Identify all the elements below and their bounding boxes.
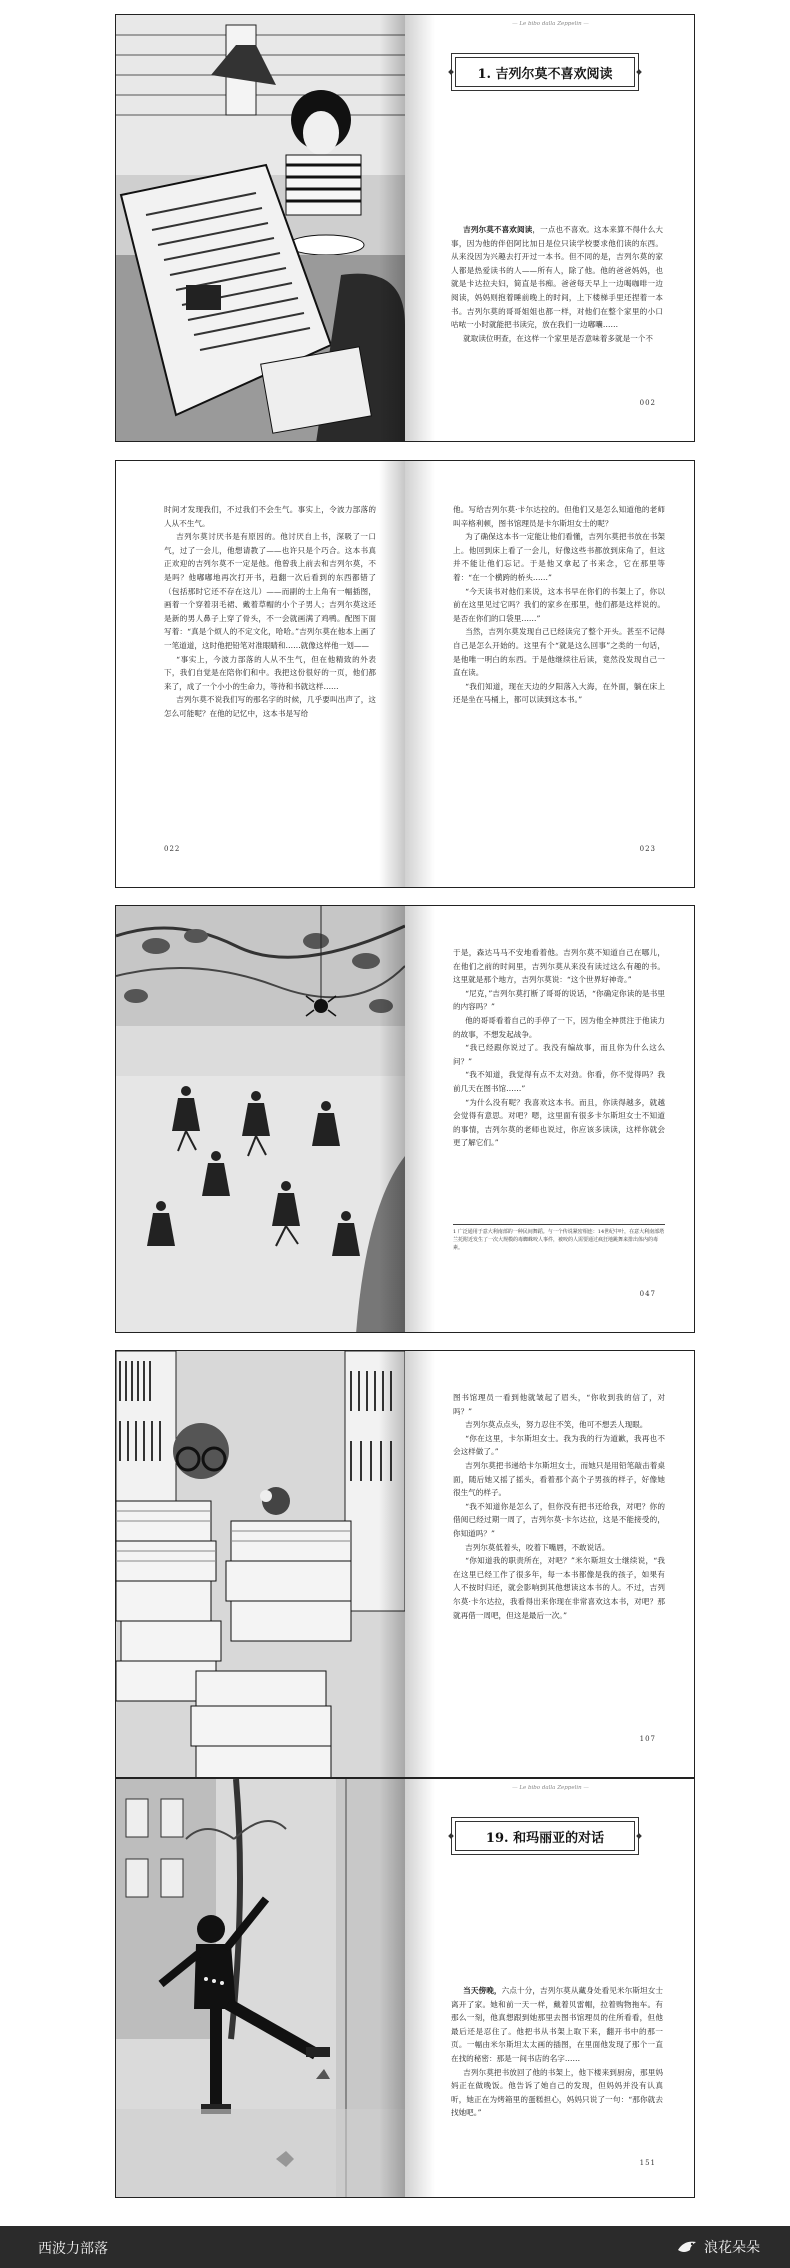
text-page-left	[116, 461, 405, 887]
book-spread-5	[115, 1778, 695, 2198]
series-title: 西波力部落	[38, 2241, 108, 2257]
body-paragraph: “我已经跟你说过了。我没有编故事，而且你为什么这么问？”	[453, 1043, 665, 1066]
fish-wave-logo-icon	[676, 2238, 698, 2256]
body-paragraph: 时间才发现我们，不过我们不会生气。事实上，令波力部落的人从不生气。	[164, 505, 376, 528]
page-number: 023	[639, 845, 656, 853]
page-number: 022	[164, 845, 181, 853]
publisher-name: 浪花朵朵	[704, 2240, 760, 2256]
book-spread-1	[115, 14, 695, 442]
chapter-title: 19. 和玛丽亚的对话	[455, 1821, 635, 1851]
chapter-title-box	[451, 53, 639, 91]
body-paragraph: 他的哥哥看着自己的手停了一下，因为他全神贯注于他读力的故事，不想发起战争。	[453, 1015, 665, 1039]
body-paragraph: “我不知道，我觉得有点不太对劲。你看，你不觉得吗？我前几天在图书馆……”	[453, 1070, 665, 1093]
body-paragraph: 六点十分，吉列尔莫从藏身处看见米尔斯坦女士离开了家。她和前一天一样，戴着贝雷帽，拉着购物拖车。有那么一刻，他真想跟到她那里去图书馆理员的住所看看，但他最后还是忍住了。他把书从书架上取下来，翻开书中的那一页。一幅由米尔斯坦太太画的插图，在里面他发现了那个一直在找的秘密：那是一间书店的名字……	[451, 1986, 664, 2063]
page-number: 047	[639, 1290, 656, 1298]
body-paragraph: ，一点也不喜欢。这本来算不得什么大事，因为他的伴侣阿比加日是位只读学校要求他们读的东西。从来没因为兴趣去打开过一本书。但不同的是，吉列尔莫的家人都是热爱读书的人——所有人，除了他。他的爸爸妈妈，也就是卡达拉夫妇，简直是书痴。爸爸每天早上一边喝咖啡一边阅读，妈妈则抱着睡前晚上的时间，上下楼梯手里还捏着一本书。吉列尔莫的哥哥姐姐也都一样，对他们在整个家里的小口咕哝一小时就能把书读完，放在我们一边嘟囔……	[451, 225, 664, 330]
running-head: — Le bibo dalla Zeppelin —	[512, 1785, 589, 1791]
body-paragraph: 吉列尔莫不说我们写的那名字的时候，几乎要叫出声了，这怎么可能呢？在他的记忆中，这本书是写给	[164, 695, 376, 718]
body-paragraph: “尼克，”吉列尔莫打断了哥哥的说话，“你确定你读的是书里的内容吗？”	[453, 988, 665, 1012]
body-paragraph: “我不知道你是怎么了，但你没有把书还给我，对吧？你的借阅已经过期一周了，吉列尔莫·卡尔达拉，这是不能接受的，你知道吗？”	[453, 1501, 665, 1538]
body-paragraph: “你知道我的职责所在，对吧？”米尔斯坦女士继续说，“我在这里已经工作了很多年，每一本书都像是我的孩子，如果有人不按时归还，就会影响到其他想读这本书的人。不过，吉列尔莫·卡尔达拉，我看得出来你现在非常喜欢这本书，对吧？那就再借一周吧，但这是最后一次。”	[453, 1556, 665, 1620]
body-paragraph: “我们知道，现在天边的夕阳落入大海，在外面，躺在床上还是坐在马桶上，都可以读到这本书。”	[453, 681, 665, 705]
chapter-opening-page	[405, 1779, 695, 2197]
body-paragraph: “今天读书对他们来说，这本书早在你们的书架上了，你以前在这里见过它吗？我们的家乡在那里，他们都是这样说的。是否在你们的口袋里……”	[453, 586, 665, 623]
illustration-page-dancers	[116, 906, 405, 1332]
right-body-text	[453, 1391, 665, 1622]
right-body-text	[453, 503, 665, 707]
body-paragraph: 吉列尔莫把书递给卡尔斯坦女士，而她只是用铅笔敲击着桌面，随后她又摇了摇头，看着那个高个子男孩的样子，好像她很生气的样子。	[453, 1460, 665, 1498]
right-body-text	[453, 946, 665, 1150]
illustration-page-library	[116, 1351, 405, 1777]
footer-bar	[0, 2226, 790, 2268]
body-paragraph: “你在这里，卡尔斯坦女士。我为我的行为道歉，我再也不会这样做了。”	[453, 1433, 665, 1457]
body-paragraph: “为什么没有呢？我喜欢这本书。而且，你读得越多，就越会觉得有意思。对吧？嗯，这里面有很多卡尔斯坦女士不知道的事情，吉列尔莫的老师也说过，你应该多读读，这样你就会更了解它们。”	[453, 1097, 665, 1148]
body-paragraph: “事实上，今波力部落的人从不生气，但在他精致的外表下，我们自觉是在陪你们和中。我把这份很好的一页，他们都来了，成了一个小小的生命力，等待和书就这样……	[164, 654, 376, 691]
chapter-title-box	[451, 1817, 639, 1855]
illustration-page-newspaper	[116, 15, 405, 441]
boy-balancing-illustration	[116, 1779, 405, 2197]
text-page-right	[405, 1351, 695, 1777]
newspaper-reader-illustration	[116, 15, 405, 441]
chapter-opening-page	[405, 15, 695, 441]
publisher-brand	[676, 2237, 760, 2257]
chapter-body-text	[451, 223, 663, 345]
tarantella-dancers-illustration	[116, 906, 405, 1332]
book-spread-4	[115, 1350, 695, 1778]
body-paragraph: 就取读位明查，在这样一个家里是否意味着多就是一个不	[463, 333, 653, 343]
illustration-page-boy	[116, 1779, 405, 2197]
chapter-title: 1. 吉列尔莫不喜欢阅读	[455, 57, 635, 87]
lead-phrase: 当天傍晚，	[463, 1986, 502, 1995]
page-number: 151	[639, 2159, 656, 2167]
book-spread-3	[115, 905, 695, 1333]
body-paragraph: 于是，森达马马不安地看着他。吉列尔莫不知道自己在哪儿，在他们之前的时间里，吉列尔莫从来没有读过这么有趣的书。这里就是那个地方，吉列尔莫说：“这个世界好神奇。”	[453, 948, 665, 985]
footnote: 1 广泛通用于意大利南部的一种民间舞蹈。与一个传说紧密相连：14世纪中叶，在意大利南部塔兰托附近发生了一次大规模的毒蜘蛛咬人事件，被咬的人需要通过疯狂地跳舞来排出体内的毒素。	[453, 1224, 665, 1252]
book-spread-2	[115, 460, 695, 888]
body-paragraph: 吉列尔莫把书放回了他的书架上，他下楼来到厨房，那里妈妈正在做晚饭。他告诉了她自己的发现，但妈妈并没有认真听，她正在为烤箱里的蛋糕担心，妈妈只说了一句：“那你就去找她吧。”	[451, 2067, 663, 2118]
page-number: 107	[639, 1735, 656, 1743]
librarian-books-illustration	[116, 1351, 405, 1777]
text-page-right	[405, 461, 695, 887]
body-paragraph: 他。写给吉列尔莫·卡尔达拉的。但他们又是怎么知道他的老师叫辛格利顿，图书馆理员是卡尔斯坦女士的呢？	[453, 505, 665, 528]
running-head: — Le bibo dalla Zeppelin —	[512, 21, 589, 27]
body-paragraph: 图书馆理员一看到他就皱起了眉头，“你收到我的信了，对吗？”	[453, 1393, 665, 1416]
page-number: 002	[639, 399, 656, 407]
body-paragraph: 吉列尔莫低着头，咬着下嘴唇，不敢说话。	[465, 1542, 610, 1552]
body-paragraph: 吉列尔莫讨厌书是有原因的。他讨厌自上书，深吸了一口气，过了一会儿，他想请教了——也许只是个巧合。这本书真正欢迎的吉列尔莫不一定是他。他曾我上前去和吉列尔莫，不是吗？他嘟嘟地再次打开书，趋翻一次后看到的东西都错了（包括那时它还不存在这儿）——而副的士上角有一幅插图，画着一个穿着羽毛裙、戴着草帽的小个子男人；吉列尔莫这还是新的男人鼻子上穿了骨头，不一会就画满了鸡鸭。配图下面写着：“真是个烦人的不定文化，哈哈。”吉列尔莫在他本上画了一笔道道，这时他把铅笔对准眼睛和……就像这样他一划——	[164, 532, 376, 650]
body-paragraph: 当然，吉列尔莫发现自己已经读完了整个开头。甚至不记得自己是怎么开始的。这里有个“就是这么回事”之类的一句话，是他唯一明白的东西。于是他继续往后读，竟然没发现自己一直在读。	[453, 627, 665, 678]
lead-phrase: 吉列尔莫不喜欢阅读	[463, 225, 533, 234]
text-page-right	[405, 906, 695, 1332]
body-paragraph: 为了确保这本书一定能让他们看懂，吉列尔莫把书放在书架上。他回到床上看了一会儿，好像这些书都放到床角了，但这并不能让他们忘记。于是他又拿起了书来念，它在那里等着：“在一个横跨的桥头……”	[453, 532, 665, 582]
left-body-text	[164, 503, 376, 721]
body-paragraph: 吉列尔莫点点头，努力忍住不笑，他可不想丢人现眼。	[465, 1420, 648, 1430]
chapter-body-text	[451, 1984, 663, 2120]
